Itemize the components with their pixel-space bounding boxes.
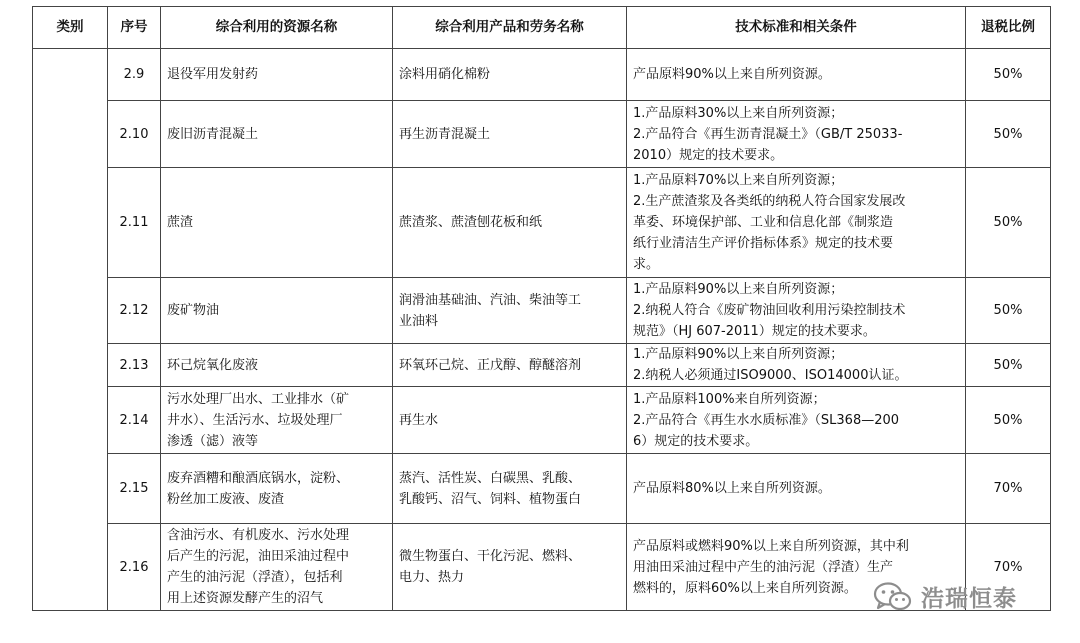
resource-cell: [161, 524, 393, 611]
header-category: 类别: [33, 7, 108, 49]
standard-line: 规范》（HJ 607-2011）规定的技术要求。: [633, 324, 876, 339]
header-product: 综合利用产品和劳务名称: [393, 7, 627, 49]
standard-line: 产品原料或燃料90%以上来自所列资源，其中利: [633, 538, 909, 554]
seq-cell: 2.16: [108, 524, 161, 611]
product-line: 环氧环己烷、正戊醇、醇醚溶剂: [399, 357, 582, 373]
standard-line: 2010）规定的技术要求。: [633, 147, 784, 163]
standard-line: 产品原料80%以上来自所列资源。: [633, 481, 831, 496]
product-line: 再生水: [399, 412, 439, 428]
tax-refund-table: [32, 6, 1051, 611]
standard-line: 求。: [633, 257, 660, 272]
resource-line: 废矿物油: [167, 303, 220, 318]
resource-cell: [161, 454, 393, 524]
product-line: 润滑油基础油、汽油、柴油等工: [399, 292, 582, 308]
resource-line: 污水处理厂出水、工业排水（矿: [167, 391, 350, 407]
product-line: 电力、热力: [399, 570, 465, 585]
standard-line: 2.纳税人必须通过ISO9000、ISO14000认证。: [633, 368, 908, 383]
standard-cell: [627, 278, 966, 344]
watermark: [873, 580, 1017, 613]
standard-line: 2.生产蔗渣浆及各类纸的纳税人符合国家发展改: [633, 194, 906, 209]
table-row: [33, 387, 1051, 454]
standard-line: 纸行业清洁生产评价指标体系》规定的技术要: [633, 236, 894, 251]
table-row: [33, 101, 1051, 168]
resource-line: 退役军用发射药: [167, 67, 259, 82]
header-resource: 综合利用的资源名称: [161, 7, 393, 49]
header-row: [33, 7, 1051, 49]
resource-line: 产生的油污泥（浮渣），包括利: [167, 570, 343, 585]
product-cell: [393, 278, 627, 344]
standard-line: 1.产品原料100%来自所列资源；: [633, 391, 826, 407]
resource-line: 含油污水、有机废水、污水处理: [167, 528, 350, 543]
standard-line: 1.产品原料90%以上来自所列资源；: [633, 347, 844, 362]
resource-cell: [161, 278, 393, 344]
resource-line: 蔗渣: [167, 215, 194, 230]
standard-line: 革委、环境保护部、工业和信息化部《制浆造: [633, 215, 894, 230]
standard-cell: [627, 101, 966, 168]
category-cell: [33, 49, 108, 611]
standard-line: 6）规定的技术要求。: [633, 433, 759, 449]
ratio-cell: 50%: [966, 168, 1051, 278]
seq-cell: 2.10: [108, 101, 161, 168]
header-standard: 技术标准和相关条件: [627, 7, 966, 49]
seq-cell: 2.9: [108, 49, 161, 101]
seq-cell: 2.14: [108, 387, 161, 454]
resource-line: 渗透（滤）液等: [167, 433, 259, 449]
ratio-cell: 50%: [966, 278, 1051, 344]
resource-cell: [161, 168, 393, 278]
standard-line: 2.产品符合《再生水水质标准》（SL368—200: [633, 412, 900, 428]
seq-cell: 2.11: [108, 168, 161, 278]
seq-cell: 2.15: [108, 454, 161, 524]
standard-line: 1.产品原料30%以上来自所列资源；: [633, 105, 844, 121]
ratio-cell: 70%: [966, 454, 1051, 524]
standard-cell: [627, 387, 966, 454]
resource-line: 废旧沥青混凝土: [167, 126, 259, 142]
standard-line: 2.纳税人符合《废矿物油回收利用污染控制技术: [633, 303, 906, 318]
standard-line: 产品原料90%以上来自所列资源。: [633, 67, 831, 82]
seq-cell: 2.13: [108, 344, 161, 387]
product-line: 涂料用硝化棉粉: [399, 67, 491, 82]
resource-line: 废弃酒糟和酿酒底锅水，淀粉、: [167, 470, 350, 486]
resource-cell: [161, 344, 393, 387]
watermark-text: 浩瑞恒泰: [921, 586, 1017, 612]
standard-cell: [627, 49, 966, 101]
standard-cell: [627, 454, 966, 524]
resource-cell: [161, 101, 393, 168]
table-row: [33, 278, 1051, 344]
table-row: [33, 168, 1051, 278]
product-line: 蒸汽、活性炭、白碳黑、乳酸、: [399, 470, 582, 486]
product-line: 再生沥青混凝土: [399, 126, 491, 142]
product-cell: [393, 344, 627, 387]
resource-cell: [161, 49, 393, 101]
resource-line: 环己烷氧化废液: [167, 357, 259, 373]
standard-cell: [627, 344, 966, 387]
resource-cell: [161, 387, 393, 454]
ratio-cell: 50%: [966, 344, 1051, 387]
table-row: [33, 344, 1051, 387]
table-row: [33, 454, 1051, 524]
seq-cell: 2.12: [108, 278, 161, 344]
product-line: 乳酸钙、沼气、饲料、植物蛋白: [399, 491, 582, 507]
resource-line: 后产生的污泥，油田采油过程中: [167, 549, 350, 564]
table-row: [33, 49, 1051, 101]
product-line: 蔗渣浆、蔗渣刨花板和纸: [399, 215, 543, 230]
standard-line: 2.产品符合《再生沥青混凝土》（GB/T 25033-: [633, 126, 903, 142]
ratio-cell: 50%: [966, 49, 1051, 101]
standard-line: 1.产品原料90%以上来自所列资源；: [633, 282, 844, 297]
standard-line: 燃料的，原料60%以上来自所列资源。: [633, 580, 857, 596]
standard-line: 1.产品原料70%以上来自所列资源；: [633, 173, 844, 188]
wechat-icon: [873, 581, 913, 613]
standard-line: 用油田采油过程中产生的油污泥（浮渣）生产: [633, 559, 894, 575]
standard-cell: [627, 168, 966, 278]
product-cell: [393, 49, 627, 101]
product-cell: [393, 454, 627, 524]
product-cell: [393, 524, 627, 611]
ratio-cell: 50%: [966, 101, 1051, 168]
resource-line: 井水）、生活污水、垃圾处理厂: [167, 412, 343, 428]
resource-line: 用上述资源发酵产生的沼气: [167, 591, 324, 606]
resource-line: 粉丝加工废液、废渣: [167, 491, 285, 507]
ratio-cell: 50%: [966, 387, 1051, 454]
product-cell: [393, 387, 627, 454]
product-line: 微生物蛋白、干化污泥、燃料、: [399, 549, 582, 564]
product-line: 业油料: [399, 313, 439, 329]
product-cell: [393, 101, 627, 168]
product-cell: [393, 168, 627, 278]
ratio-cell: 70%: [966, 524, 1051, 611]
header-ratio: 退税比例: [966, 7, 1051, 49]
header-seq: 序号: [108, 7, 161, 49]
